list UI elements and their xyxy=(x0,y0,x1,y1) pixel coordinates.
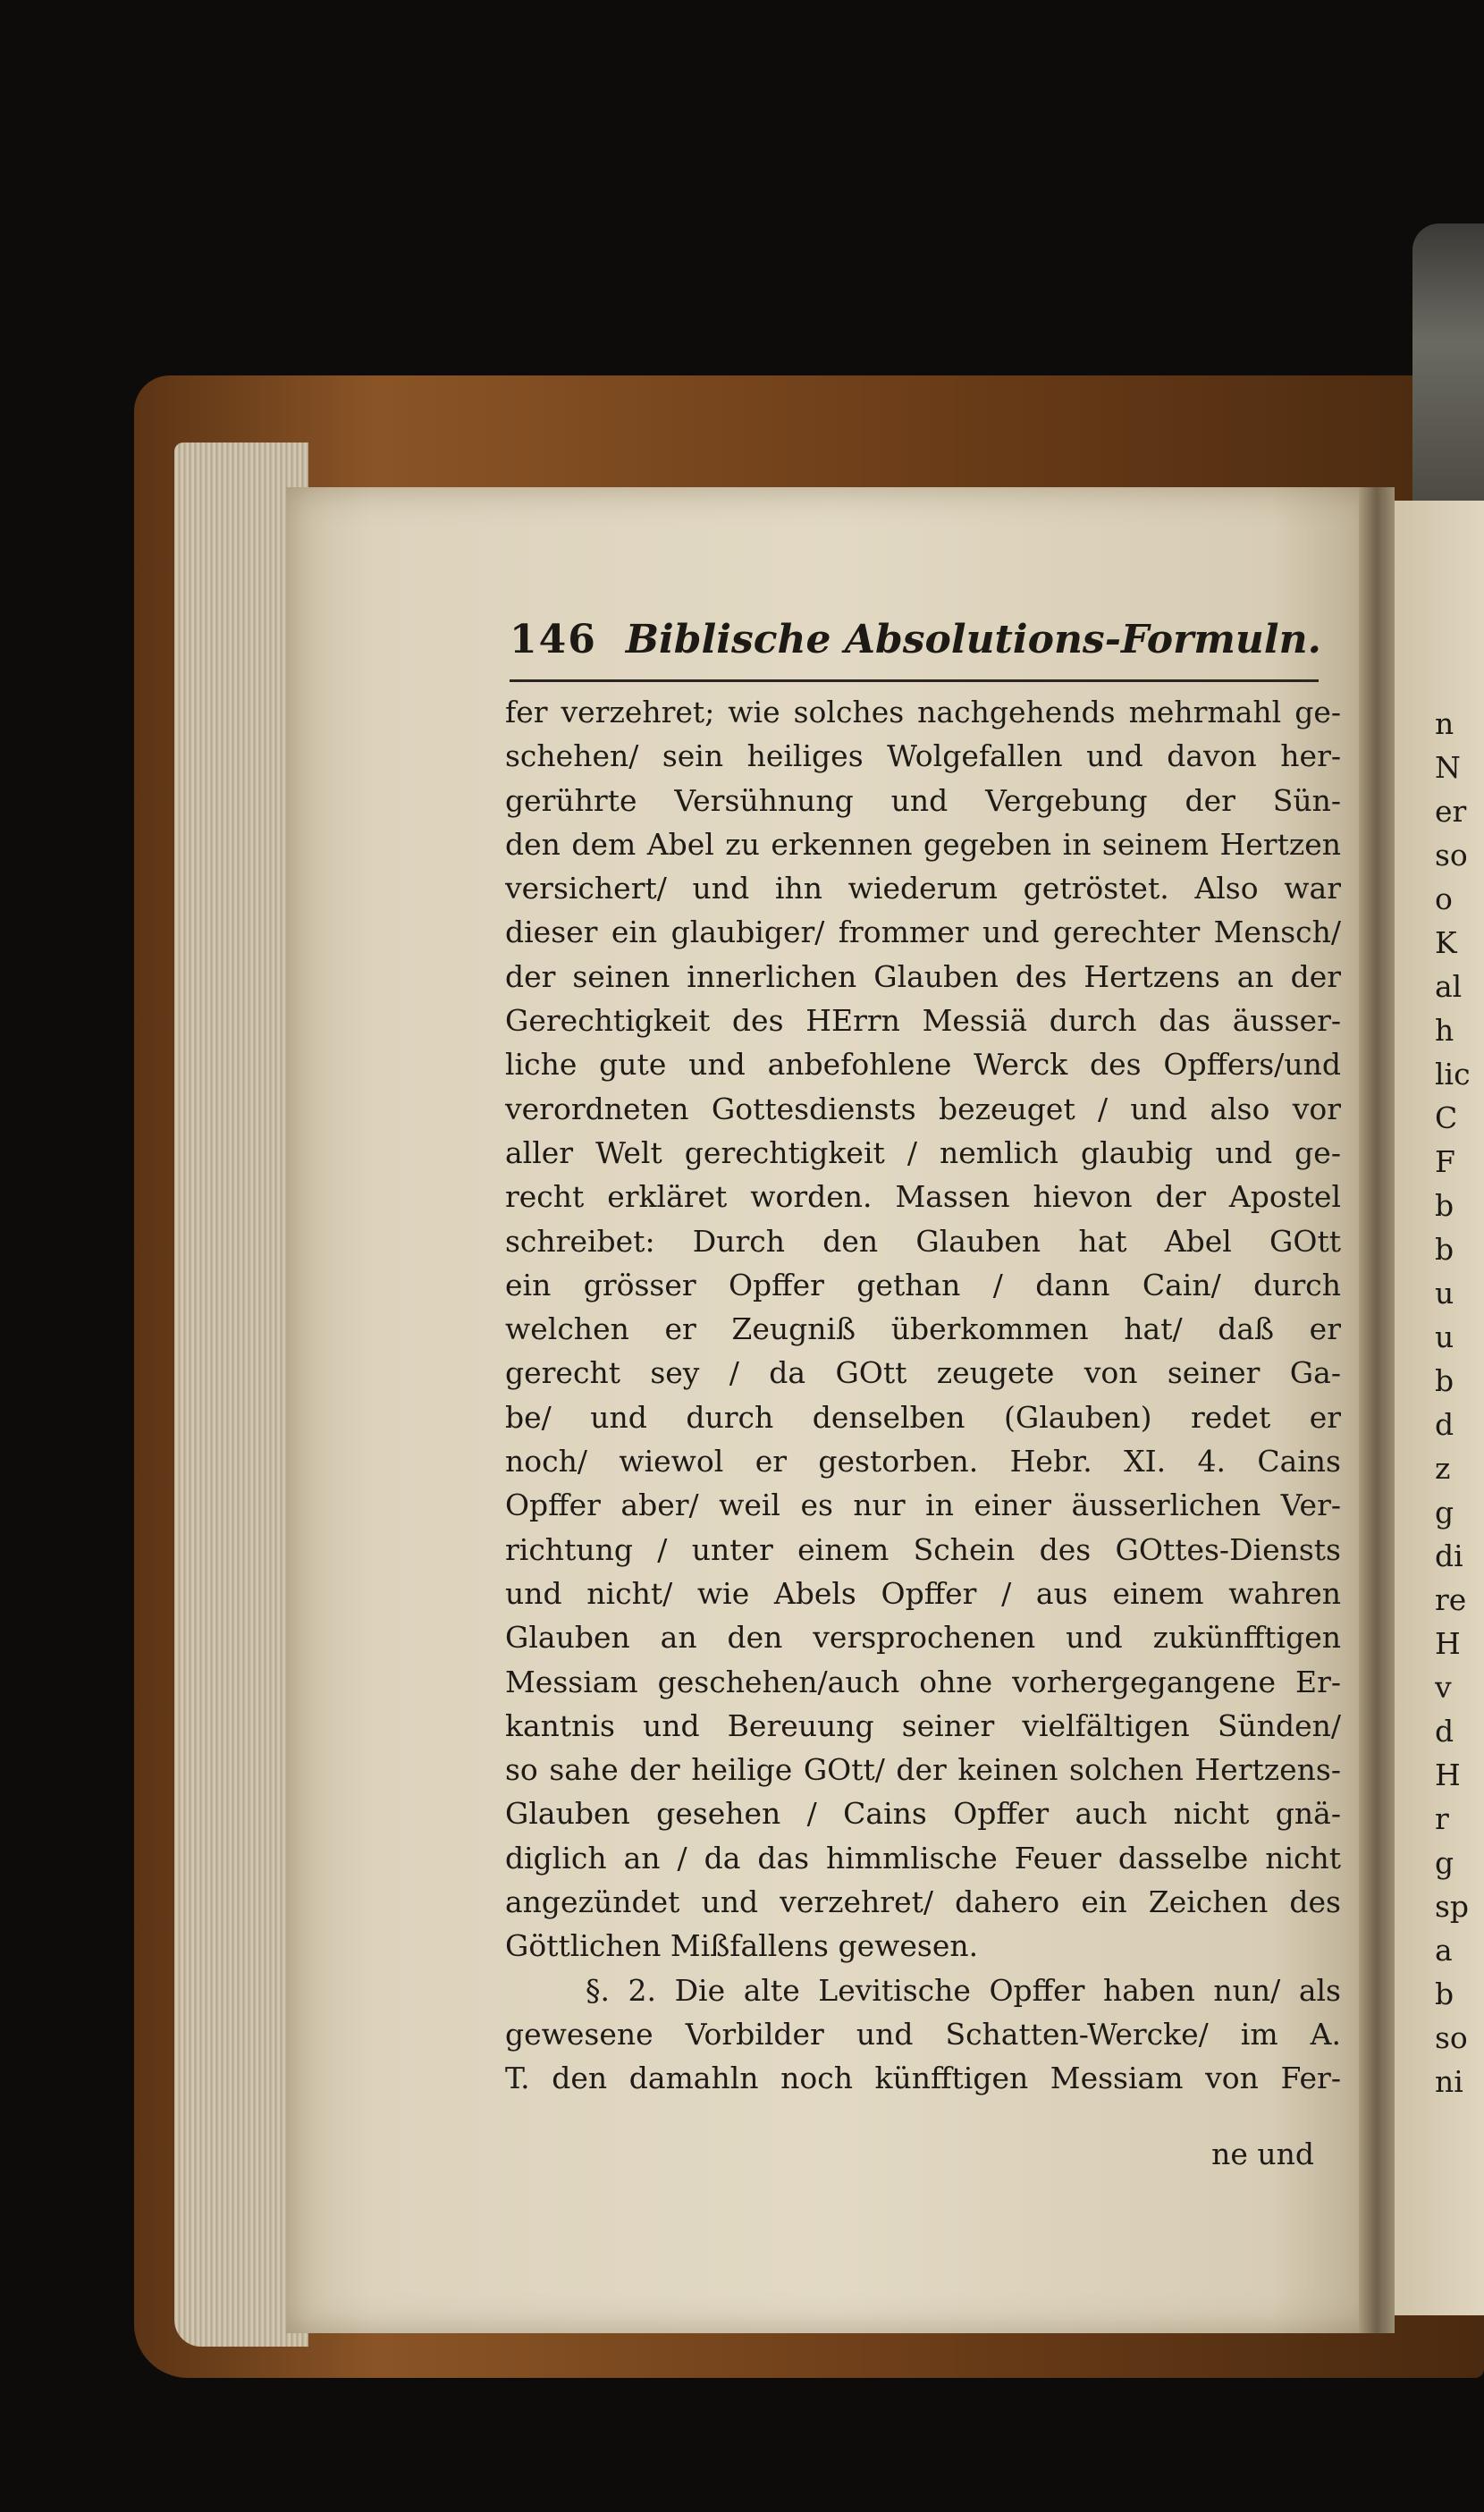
right-page-fragment: b xyxy=(1435,1363,1454,1398)
right-page-fragment: H xyxy=(1435,1626,1461,1661)
text-line: dieser ein glaubiger/ frommer und gerechter Mensch/ xyxy=(505,915,1341,950)
right-page-fragment: h xyxy=(1435,1013,1454,1048)
text-line: Gerechtigkeit des HErrn Messiä durch das äusser- xyxy=(505,1003,1341,1039)
text-line: be/ und durch denselben (Glauben) redet er xyxy=(505,1399,1341,1435)
text-line: schehen/ sein heiliges Wolgefallen und davon her- xyxy=(505,738,1341,774)
right-page-fragment: re xyxy=(1435,1582,1467,1617)
body-text xyxy=(505,690,1341,2101)
right-page-fragment: al xyxy=(1435,969,1463,1004)
right-page-fragment: b xyxy=(1435,1188,1454,1223)
right-page-fragment: N xyxy=(1435,750,1461,785)
text-line: kantnis und Bereuung seiner vielfältigen Sünden/ xyxy=(505,1707,1341,1743)
text-line: liche gute und anbefohlene Werck des Opffers/und xyxy=(505,1047,1341,1083)
right-page-fragment: K xyxy=(1435,925,1457,960)
text-line: versichert/ und ihn wiederum getröstet. Also war xyxy=(505,871,1341,906)
right-page-fragment: z xyxy=(1435,1451,1451,1486)
right-page-fragment: u xyxy=(1435,1319,1454,1354)
text-line: Opffer aber/ weil es nur in einer äusserlichen Ver- xyxy=(505,1488,1341,1523)
right-page-fragment: a xyxy=(1435,1933,1453,1968)
right-page-fragment: so xyxy=(1435,2020,1468,2055)
text-line: gerecht sey / da GOtt zeugete von seiner Ga- xyxy=(505,1355,1341,1391)
text-line: ein grösser Opffer gethan / dann Cain/ durch xyxy=(505,1267,1341,1302)
right-page-fragment: d xyxy=(1435,1407,1454,1442)
page-number: 146 xyxy=(510,617,597,662)
right-page-fragment: o xyxy=(1435,881,1453,916)
catchword: ne und xyxy=(1211,2137,1314,2171)
text-line: angezündet und verzehret/ dahero ein Zeichen des xyxy=(505,1884,1341,1920)
text-line: Messiam geschehen/auch ohne vorhergegangene Er- xyxy=(505,1664,1341,1699)
text-line: gewesene Vorbilder und Schatten-Wercke/ im A. xyxy=(505,2016,1341,2052)
page-header xyxy=(510,617,1321,679)
right-cover-edge xyxy=(1412,223,1484,518)
right-page-fragment: lic xyxy=(1435,1057,1471,1092)
text-line: richtung / unter einem Schein des GOttes-Diensts xyxy=(505,1531,1341,1567)
text-line: welchen er Zeugniß überkommen hat/ daß er xyxy=(505,1311,1341,1347)
right-page-fragment: b xyxy=(1435,1232,1454,1267)
right-page-fragment: ni xyxy=(1435,2064,1463,2099)
header-rule xyxy=(510,679,1319,682)
right-page-fragment: r xyxy=(1435,1801,1449,1836)
text-line: so sahe der heilige GOtt/ der keinen solchen Hertzens- xyxy=(505,1752,1341,1788)
book-gutter xyxy=(1359,487,1395,2333)
right-page-fragment: b xyxy=(1435,1977,1454,2011)
right-page-fragment: g xyxy=(1435,1495,1454,1530)
text-line: Glauben gesehen / Cains Opffer auch nicht gnä- xyxy=(505,1796,1341,1832)
right-page-fragment: sp xyxy=(1435,1889,1470,1924)
right-page-fragment: g xyxy=(1435,1845,1454,1880)
text-line: noch/ wiewol er gestorben. Hebr. XI. 4. Cains xyxy=(505,1444,1341,1479)
right-page-fragment: er xyxy=(1435,794,1467,829)
right-page-fragment: F xyxy=(1435,1144,1455,1179)
text-line: fer verzehret; wie solches nachgehends mehrmahl ge- xyxy=(505,695,1341,729)
right-page-fragment: u xyxy=(1435,1276,1454,1311)
text-line: schreibet: Durch den Glauben hat Abel GOtt xyxy=(505,1223,1341,1259)
right-page-fragment: C xyxy=(1435,1100,1458,1135)
right-page-fragment: d xyxy=(1435,1714,1454,1749)
right-page-fragment: H xyxy=(1435,1758,1461,1792)
text-line: gerührte Versühnung und Vergebung der Sün- xyxy=(505,782,1341,818)
text-line: verordneten Gottesdiensts bezeuget / und also vor xyxy=(505,1091,1341,1126)
text-line: Glauben an den versprochenen und zukünfftigen xyxy=(505,1620,1341,1656)
right-page-fragment: n xyxy=(1435,706,1454,741)
text-line: der seinen innerlichen Glauben des Hertzens an der xyxy=(505,958,1341,994)
right-page-fragment: so xyxy=(1435,838,1468,872)
text-line: aller Welt gerechtigkeit / nemlich glaubig und ge- xyxy=(505,1134,1341,1170)
paragraph-start-line: §. 2. Die alte Levitische Opffer haben nun/ als xyxy=(586,1972,1341,2008)
running-head: Biblische Absolutions-Formuln. xyxy=(625,617,1321,662)
text-line: diglich an / da das himmlische Feuer dasselbe nicht xyxy=(505,1840,1341,1876)
right-page-fragment: di xyxy=(1435,1538,1463,1573)
text-line: und nicht/ wie Abels Opffer / aus einem wahren xyxy=(505,1575,1341,1611)
text-line: den dem Abel zu erkennen gegeben in seinem Hertzen xyxy=(505,826,1341,862)
text-line: recht erkläret worden. Massen hievon der Apostel xyxy=(505,1179,1341,1215)
right-page-fragment: v xyxy=(1435,1670,1452,1705)
text-line: T. den damahln noch künfftigen Messiam von Fer- xyxy=(505,2061,1341,2096)
text-line: Göttlichen Mißfallens gewesen. xyxy=(505,1928,979,1964)
